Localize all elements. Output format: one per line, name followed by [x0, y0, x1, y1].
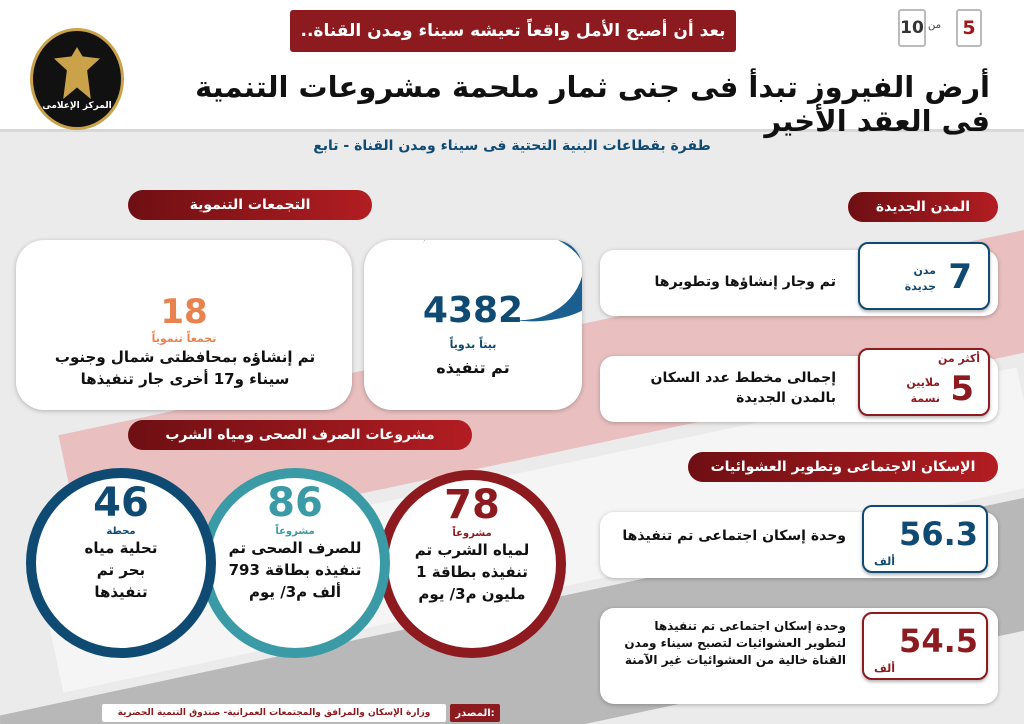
- section-header-dev-communities: التجمعات التنموية: [128, 190, 372, 220]
- stat-number: 54.5: [899, 622, 978, 660]
- stat-unit: مشروعاً: [275, 526, 315, 537]
- stat-description: إجمالى مخطط عدد السكان بالمدن الجديدة: [650, 370, 836, 406]
- stat-unit: ألف: [874, 555, 896, 568]
- new-cities-badge-1: [858, 242, 990, 310]
- stat-description: وحدة إسكان اجتماعى تم تنفيذها لتطوير العشوائيات لتصبح سيناء ومدن القناة خالية من العشوائيات غير الآمنة: [624, 619, 846, 667]
- stat-description: لمياه الشرب تم تنفيذه بطاقة 1 مليون م3/ يوم: [414, 541, 530, 603]
- stat-unit: ألف: [874, 662, 896, 675]
- stat-number: 78: [444, 482, 500, 528]
- stat-unit: ملايين: [906, 376, 940, 389]
- section-header-new-cities: المدن الجديدة: [848, 192, 998, 222]
- stat-number: 86: [267, 480, 323, 526]
- stat-unit: بيتاً بدوياً: [449, 338, 497, 351]
- desalination-circle: [26, 468, 216, 658]
- stat-description: تم إنشاؤه بمحافظتى شمال وجنوب سيناء و17 أخرى جار تنفيذها: [54, 348, 316, 388]
- stat-number: 56.3: [899, 515, 978, 553]
- page-total: 10: [898, 9, 926, 47]
- section-header-social-housing: الإسكان الاجتماعى وتطوير العشوائيات: [688, 452, 998, 482]
- social-housing-badge-1: [862, 505, 988, 573]
- page-of-label: من: [928, 20, 941, 31]
- stat-number: 46: [93, 480, 149, 526]
- stat-description: وحدة إسكان اجتماعى تم تنفيذها: [622, 528, 846, 544]
- dev-card-bedouin-houses: [364, 240, 582, 410]
- sewage-projects-circle: [200, 468, 390, 658]
- stat-description: للصرف الصحى تم تنفيذه بطاقة 793 ألف م3/ يوم: [228, 539, 362, 601]
- new-cities-badge-2: [858, 348, 990, 416]
- source-text: وزارة الإسكان والمرافق والمجتمعات العمرانية- صندوق التنمية الحضرية: [102, 704, 446, 722]
- stat-prefix: أكثر من: [937, 352, 980, 365]
- stat-unit: نسمة: [910, 392, 940, 405]
- stat-unit: مدن: [913, 264, 936, 277]
- dev-card-communities: [16, 240, 352, 410]
- page-current: 5: [956, 9, 982, 47]
- stat-number: 7: [948, 257, 972, 297]
- page-title: أرض الفيروز تبدأ فى جنى ثمار ملحمة مشروعات التنمية فى العقد الأخير: [195, 70, 990, 138]
- cabinet-logo: [30, 28, 124, 130]
- logo-text: المركز الإعلامى: [42, 101, 112, 111]
- stat-description: تم وجار إنشاؤها وتطويرها: [654, 274, 836, 290]
- stat-number: 5: [950, 369, 974, 409]
- stat-description: تحلية مياه بحر تم تنفيذها: [84, 539, 158, 601]
- social-housing-badge-2: [862, 612, 988, 680]
- top-banner: بعد أن أصبح الأمل واقعاً تعيشه سيناء ومدن القناة..: [290, 10, 736, 52]
- stat-unit: مشروعاً: [452, 528, 492, 539]
- stat-number: 4382: [422, 290, 524, 331]
- section-header-sanitation: مشروعات الصرف الصحى ومياه الشرب: [128, 420, 472, 450]
- stat-unit: محطة: [106, 526, 136, 537]
- water-projects-circle: [378, 470, 566, 658]
- source-label: المصدر:: [450, 704, 500, 722]
- page-subtitle: طفرة بقطاعات البنية التحتية فى سيناء ومدن القناة - تابع: [313, 138, 711, 154]
- stat-unit: جديدة: [904, 280, 936, 293]
- stat-number: 18: [160, 292, 208, 332]
- stat-description: تم تنفيذه: [436, 358, 510, 377]
- eagle-icon: [54, 47, 100, 99]
- stat-unit: تجمعاً تنموياً: [151, 332, 217, 345]
